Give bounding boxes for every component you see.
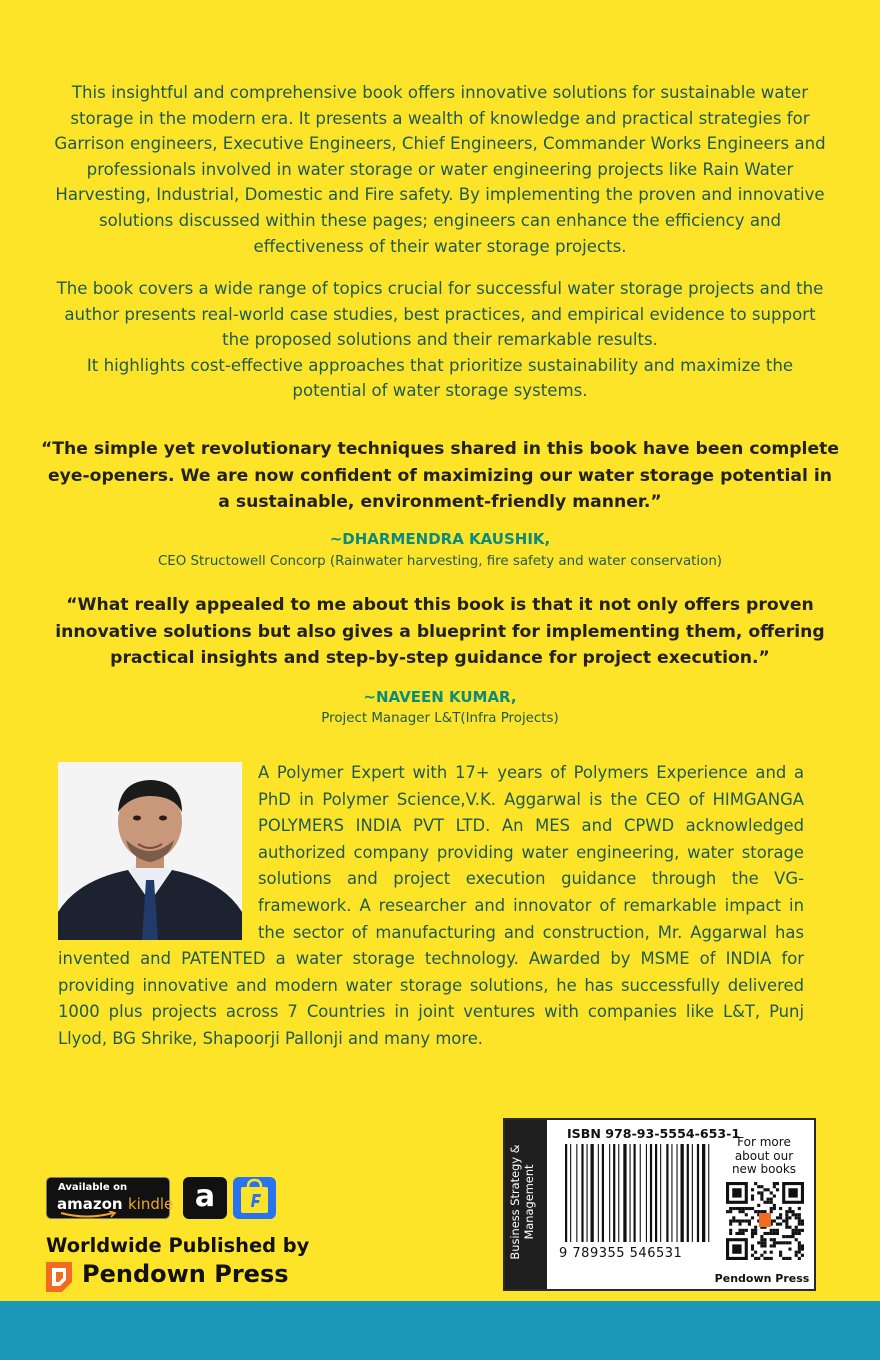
category-label: Business Strategy & Management xyxy=(508,1144,536,1260)
kindle-available-text: Available on xyxy=(58,1182,128,1193)
testimonial-quote-2: “What really appealed to me about this book is that it not only offers proven innovative solutions but also gives a blueprint for implementing them, offering practical insights and step-by-step guidance for project execution.” xyxy=(55,595,825,668)
amazon-kindle-badge[interactable] xyxy=(46,1177,174,1219)
barcode-bars xyxy=(565,1144,713,1244)
author-bio xyxy=(58,760,804,1053)
category-strip xyxy=(505,1120,547,1289)
more-books-text: For more about our new books xyxy=(731,1135,797,1176)
bottom-color-band xyxy=(0,1301,880,1360)
imprint-small: Pendown Press xyxy=(714,1272,810,1285)
barcode-digits: 9 789355 546531 xyxy=(559,1246,683,1261)
amazon-app-icon[interactable] xyxy=(183,1177,227,1219)
publisher-name: Pendown Press xyxy=(82,1260,289,1288)
flipkart-bag-icon xyxy=(233,1177,276,1219)
author-bio-text: A Polymer Expert with 17+ years of Polymers Experience and a PhD in Polymer Science,V.K. Aggarwal is the CEO of HIMGANGA POLYMERS INDIA PVT LTD. An MES and CPWD acknowledged authorized company providing water engineering, water storage solutions and project execution guidance through the VG-framework. A researcher and innovator of remarkable impact in the sector of manufacturing and construction, Mr. Aggarwal has invented and PATENTED a water storage technology. Awarded by MSME of INDIA for providing innovative and modern water storage solutions, he has successfully delivered 1000 plus projects across 7 Countries in joint ventures with companies like L&T, Punj Llyod, BG Shrike, Shapoorji Pallonji and many more. xyxy=(58,763,804,1048)
worldwide-published-text: Worldwide Published by xyxy=(46,1234,310,1257)
blurb-paragraph-2a: The book covers a wide range of topics crucial for successful water storage projects and the author presents real-world case studies, best practices, and empirical evidence to support the proposed solutions and their remarkable results. xyxy=(56,279,824,350)
amazon-smile-icon xyxy=(59,1211,119,1219)
testimonial-name-1: ~DHARMENDRA KAUSHIK, xyxy=(329,530,551,548)
testimonial-name-2: ~NAVEEN KUMAR, xyxy=(363,688,517,706)
isbn-label: ISBN 978-93-5554-653-1 xyxy=(567,1126,741,1141)
pendown-press-logo-icon xyxy=(46,1262,72,1292)
kindle-kindle-text: kindle xyxy=(128,1195,174,1213)
kindle-amazon-text: amazon xyxy=(57,1195,123,1213)
photo-spacer xyxy=(58,760,258,946)
barcode-block xyxy=(503,1118,816,1291)
amazon-letter: a xyxy=(194,1179,216,1214)
blurb-paragraph-2 xyxy=(50,276,830,404)
testimonial-role-1: CEO Structowell Concorp (Rainwater harvesting, fire safety and water conservation) xyxy=(157,554,723,569)
blurb-paragraph-2b: It highlights cost-effective approaches that prioritize sustainability and maximize the potential of water storage systems. xyxy=(86,355,794,401)
qr-code-icon[interactable] xyxy=(726,1182,804,1260)
blurb-paragraph-1: This insightful and comprehensive book offers innovative solutions for sustainable water storage in the modern era. It presents a wealth of knowledge and practical strategies for Garrison engineers, Executive Engineers, Chief Engineers, Commander Works Engineers and professionals involved in water storage or water engineering projects like Rain Water Harvesting, Industrial, Domestic and Fire safety. By implementing the proven and innovative solutions discussed within these pages; engineers can enhance the efficiency and effectiveness of their water storage projects. xyxy=(54,83,826,256)
testimonial-role-2: Project Manager L&T(Infra Projects) xyxy=(321,711,559,726)
flipkart-icon[interactable] xyxy=(233,1177,276,1219)
testimonial-quote-1: “The simple yet revolutionary techniques shared in this book have been complete eye-openers. We are now confident of maximizing our water storage potential in a sustainable, environment-friendly manner.” xyxy=(41,439,839,512)
